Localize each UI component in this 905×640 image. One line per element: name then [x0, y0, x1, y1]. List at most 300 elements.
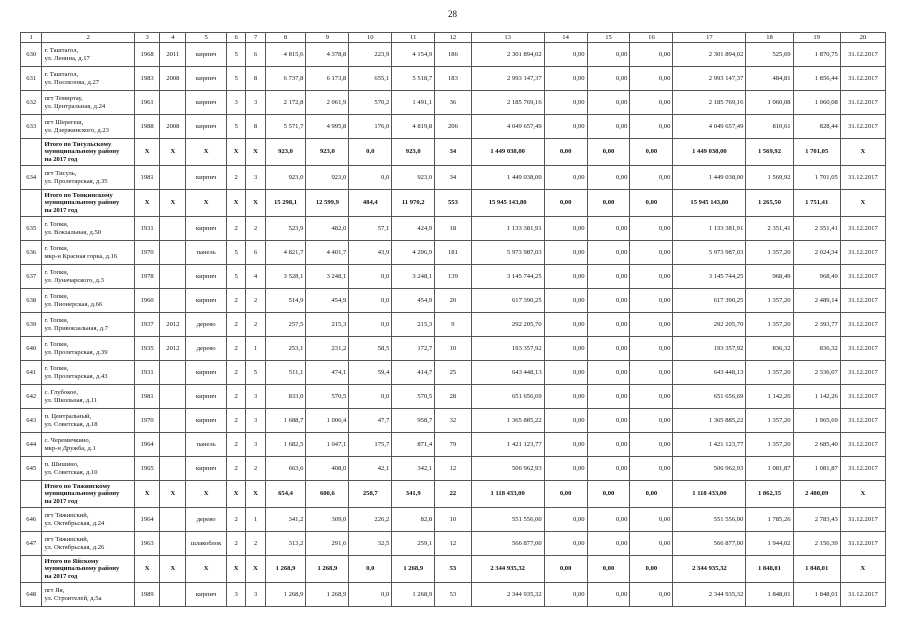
- owners-funds: 4 049 657,49: [673, 115, 746, 139]
- max-unit-cost: 2 783,43: [793, 508, 840, 532]
- max-unit-cost: 1 848,01: [793, 583, 840, 607]
- max-unit-cost: 2 393,77: [793, 313, 840, 337]
- max-unit-cost: 2 024,34: [793, 241, 840, 265]
- address-line: ул. Вокзальная, д.50: [44, 228, 102, 236]
- table-row: [21, 583, 886, 607]
- build-year: 1931: [134, 217, 160, 241]
- unit-cost: 1 060,08: [746, 91, 793, 115]
- address-line: ул. Октябрьская, д.26: [44, 543, 105, 551]
- area-b: 1 268,9: [392, 583, 435, 607]
- address-cell: [42, 91, 134, 115]
- living-area: 923,0: [306, 139, 349, 166]
- overhaul-year: [160, 289, 186, 313]
- overhaul-year: [160, 166, 186, 190]
- fund-federal: 0,00: [544, 385, 587, 409]
- total-cost: 1 449 038,00: [471, 139, 544, 166]
- area-b: 1 491,1: [392, 91, 435, 115]
- address-line: ул. Пионерская, д.66: [44, 300, 103, 308]
- fund-regional: 0,00: [587, 532, 630, 556]
- address-line: пгт Тисуль,: [44, 169, 77, 177]
- residents: 12: [435, 532, 471, 556]
- wall-material: X: [186, 481, 227, 508]
- total-cost: 1 421 123,77: [471, 433, 544, 457]
- area-a: 0,0: [349, 166, 392, 190]
- address-cell: [42, 265, 134, 289]
- entrances: X: [246, 481, 265, 508]
- fund-regional: 0,00: [587, 91, 630, 115]
- total-area: 923,0: [265, 166, 306, 190]
- floors: 2: [227, 289, 246, 313]
- entrances: 2: [246, 532, 265, 556]
- max-unit-cost: 1 965,69: [793, 409, 840, 433]
- fund-local: 0,00: [630, 265, 673, 289]
- area-b: 414,7: [392, 361, 435, 385]
- fund-local: 0,00: [630, 139, 673, 166]
- address-line: г. Топки,: [44, 220, 69, 228]
- table-row: [21, 67, 886, 91]
- fund-local: 0,00: [630, 289, 673, 313]
- entrances: 3: [246, 166, 265, 190]
- area-b: 4 154,9: [392, 43, 435, 67]
- completion-date: X: [840, 139, 885, 166]
- total-cost: 617 390,25: [471, 289, 544, 313]
- owners-funds: 1 449 038,00: [673, 166, 746, 190]
- wall-material: кирпич: [186, 115, 227, 139]
- address-cell: [42, 241, 134, 265]
- address-line: г. Топки,: [44, 316, 69, 324]
- owners-funds: 651 656,69: [673, 385, 746, 409]
- living-area: 570,5: [306, 385, 349, 409]
- completion-date: 31.12.2017: [840, 43, 885, 67]
- area-a: 226,2: [349, 508, 392, 532]
- row-number: 647: [21, 532, 42, 556]
- address-line: Итого по Яйскому: [44, 557, 99, 565]
- area-b: 11 970,2: [392, 190, 435, 217]
- total-cost: 15 945 143,80: [471, 190, 544, 217]
- max-unit-cost: 2 480,09: [793, 481, 840, 508]
- column-header: 10: [349, 33, 392, 43]
- total-cost: 506 962,93: [471, 457, 544, 481]
- entrances: 3: [246, 409, 265, 433]
- entrances: 1: [246, 337, 265, 361]
- table-row: [21, 337, 886, 361]
- build-year: 1937: [134, 313, 160, 337]
- unit-cost: 1 357,20: [746, 313, 793, 337]
- column-header: 18: [746, 33, 793, 43]
- max-unit-cost: 1 856,44: [793, 67, 840, 91]
- fund-regional: 0,00: [587, 67, 630, 91]
- address-line: ул. Строителей, д.5а: [44, 594, 102, 602]
- build-year: 1981: [134, 166, 160, 190]
- table-row: [21, 115, 886, 139]
- owners-funds: 551 556,00: [673, 508, 746, 532]
- floors: 5: [227, 43, 246, 67]
- fund-federal: 0,00: [544, 265, 587, 289]
- total-area: 15 298,1: [265, 190, 306, 217]
- overhaul-year: X: [160, 190, 186, 217]
- fund-local: 0,00: [630, 313, 673, 337]
- address-line: мкр-н Красная горка, д.16: [44, 252, 118, 260]
- fund-regional: 0,00: [587, 43, 630, 67]
- address-line: пгт Шерегеш,: [44, 118, 84, 126]
- fund-regional: 0,00: [587, 361, 630, 385]
- area-b: 4 296,9: [392, 241, 435, 265]
- living-area: 1 047,1: [306, 433, 349, 457]
- max-unit-cost: 2 156,39: [793, 532, 840, 556]
- fund-federal: 0,00: [544, 457, 587, 481]
- total-cost: 2 993 147,37: [471, 67, 544, 91]
- overhaul-year: X: [160, 556, 186, 583]
- completion-date: X: [840, 190, 885, 217]
- living-area: 1 268,9: [306, 583, 349, 607]
- table-row: [21, 409, 886, 433]
- total-area: 1 688,7: [265, 409, 306, 433]
- area-a: 0,0: [349, 313, 392, 337]
- column-header: 19: [793, 33, 840, 43]
- overhaul-year: [160, 91, 186, 115]
- total-row: [21, 481, 886, 508]
- completion-date: 31.12.2017: [840, 508, 885, 532]
- max-unit-cost: 2 489,14: [793, 289, 840, 313]
- address-line: г. Топки,: [44, 292, 69, 300]
- owners-funds: 643 448,13: [673, 361, 746, 385]
- owners-funds: 2 344 935,32: [673, 583, 746, 607]
- fund-regional: 0,00: [587, 385, 630, 409]
- owners-funds: 566 877,00: [673, 532, 746, 556]
- total-cost: 5 973 987,03: [471, 241, 544, 265]
- area-a: 47,7: [349, 409, 392, 433]
- column-header: 7: [246, 33, 265, 43]
- fund-federal: 0,00: [544, 508, 587, 532]
- column-header: 4: [160, 33, 186, 43]
- max-unit-cost: 968,49: [793, 265, 840, 289]
- row-number: 643: [21, 409, 42, 433]
- address-line: ул. Дзержинского, д.23: [44, 126, 109, 134]
- living-area: 923,0: [306, 166, 349, 190]
- row-number: 648: [21, 583, 42, 607]
- overhaul-year: [160, 583, 186, 607]
- address-cell: [42, 289, 134, 313]
- owners-funds: 193 357,92: [673, 337, 746, 361]
- total-cost: 566 877,00: [471, 532, 544, 556]
- area-a: 59,4: [349, 361, 392, 385]
- fund-regional: 0,00: [587, 556, 630, 583]
- total-cost: 1 449 038,00: [471, 166, 544, 190]
- row-number: 635: [21, 217, 42, 241]
- total-cost: 1 118 433,00: [471, 481, 544, 508]
- overhaul-year: 2008: [160, 115, 186, 139]
- address-cell: [42, 556, 134, 583]
- table-row: [21, 43, 886, 67]
- residents: 53: [435, 583, 471, 607]
- owners-funds: 292 205,70: [673, 313, 746, 337]
- unit-cost: 1 357,20: [746, 433, 793, 457]
- total-cost: 292 205,70: [471, 313, 544, 337]
- wall-material: кирпич: [186, 43, 227, 67]
- area-a: 57,1: [349, 217, 392, 241]
- residents: 186: [435, 43, 471, 67]
- total-area: 663,6: [265, 457, 306, 481]
- entrances: X: [246, 139, 265, 166]
- build-year: X: [134, 481, 160, 508]
- floors: X: [227, 481, 246, 508]
- max-unit-cost: 2 685,40: [793, 433, 840, 457]
- build-year: 1983: [134, 67, 160, 91]
- wall-material: кирпич: [186, 166, 227, 190]
- completion-date: 31.12.2017: [840, 241, 885, 265]
- max-unit-cost: 1 848,01: [793, 556, 840, 583]
- overhaul-year: [160, 409, 186, 433]
- unit-cost: 1 265,50: [746, 190, 793, 217]
- area-b: 172,7: [392, 337, 435, 361]
- row-number: [21, 190, 42, 217]
- total-area: 6 737,8: [265, 67, 306, 91]
- unit-cost: 810,61: [746, 115, 793, 139]
- fund-federal: 0,00: [544, 433, 587, 457]
- address-line: ул. Школьная, д.11: [44, 396, 98, 404]
- wall-material: кирпич: [186, 67, 227, 91]
- page-number: 28: [448, 9, 457, 19]
- total-cost: 2 344 935,32: [471, 556, 544, 583]
- table-row: [21, 508, 886, 532]
- total-cost: 2 344 935,32: [471, 583, 544, 607]
- entrances: 3: [246, 91, 265, 115]
- build-year: 1968: [134, 43, 160, 67]
- table-row: [21, 385, 886, 409]
- column-header: 9: [306, 33, 349, 43]
- row-number: 632: [21, 91, 42, 115]
- completion-date: 31.12.2017: [840, 337, 885, 361]
- area-a: 43,9: [349, 241, 392, 265]
- total-area: 5 571,7: [265, 115, 306, 139]
- fund-regional: 0,00: [587, 241, 630, 265]
- living-area: 3 248,1: [306, 265, 349, 289]
- address-line: на 2017 год: [44, 206, 78, 214]
- total-row: [21, 139, 886, 166]
- area-b: 454,9: [392, 289, 435, 313]
- table-row: [21, 457, 886, 481]
- floors: 5: [227, 67, 246, 91]
- fund-regional: 0,00: [587, 166, 630, 190]
- area-a: 0,0: [349, 265, 392, 289]
- wall-material: X: [186, 556, 227, 583]
- address-cell: [42, 337, 134, 361]
- completion-date: 31.12.2017: [840, 361, 885, 385]
- unit-cost: 1 569,92: [746, 139, 793, 166]
- fund-federal: 0,00: [544, 556, 587, 583]
- area-a: 0,0: [349, 556, 392, 583]
- unit-cost: 836,32: [746, 337, 793, 361]
- entrances: 2: [246, 313, 265, 337]
- residents: 12: [435, 457, 471, 481]
- table-row: [21, 433, 886, 457]
- residents: 181: [435, 241, 471, 265]
- floors: 2: [227, 409, 246, 433]
- residents: 139: [435, 265, 471, 289]
- total-cost: 1 133 381,91: [471, 217, 544, 241]
- address-line: г. Топки,: [44, 244, 69, 252]
- total-area: 1 268,9: [265, 583, 306, 607]
- total-area: 1 682,5: [265, 433, 306, 457]
- row-number: 642: [21, 385, 42, 409]
- unit-cost: 1 357,20: [746, 409, 793, 433]
- area-b: 1 268,9: [392, 556, 435, 583]
- total-area: 511,1: [265, 361, 306, 385]
- entrances: 5: [246, 361, 265, 385]
- residents: 25: [435, 361, 471, 385]
- fund-federal: 0,00: [544, 166, 587, 190]
- address-line: на 2017 год: [44, 572, 78, 580]
- overhaul-year: X: [160, 481, 186, 508]
- entrances: X: [246, 190, 265, 217]
- wall-material: дерево: [186, 508, 227, 532]
- area-a: 484,4: [349, 190, 392, 217]
- area-a: 570,2: [349, 91, 392, 115]
- total-area: 523,9: [265, 217, 306, 241]
- max-unit-cost: 1 142,26: [793, 385, 840, 409]
- area-b: 958,7: [392, 409, 435, 433]
- address-line: на 2017 год: [44, 155, 78, 163]
- residents: 9: [435, 313, 471, 337]
- column-header: 13: [471, 33, 544, 43]
- fund-local: 0,00: [630, 43, 673, 67]
- floors: 2: [227, 337, 246, 361]
- living-area: 4 378,8: [306, 43, 349, 67]
- entrances: 2: [246, 457, 265, 481]
- wall-material: кирпич: [186, 361, 227, 385]
- living-area: 6 173,8: [306, 67, 349, 91]
- total-area: 3 528,1: [265, 265, 306, 289]
- total-area: 257,5: [265, 313, 306, 337]
- completion-date: 31.12.2017: [840, 217, 885, 241]
- address-line: Итого по Тяжинскому: [44, 482, 111, 490]
- address-line: муниципальному району: [44, 199, 120, 207]
- owners-funds: 2 993 147,37: [673, 67, 746, 91]
- entrances: 6: [246, 43, 265, 67]
- floors: 2: [227, 433, 246, 457]
- unit-cost: 1 357,20: [746, 361, 793, 385]
- row-number: [21, 139, 42, 166]
- fund-federal: 0,00: [544, 190, 587, 217]
- overhaul-year: [160, 508, 186, 532]
- address-line: ул. Привокзальная, д.7: [44, 324, 109, 332]
- table-row: [21, 91, 886, 115]
- row-number: 638: [21, 289, 42, 313]
- address-cell: [42, 166, 134, 190]
- fund-regional: 0,00: [587, 508, 630, 532]
- column-header: 14: [544, 33, 587, 43]
- area-b: 82,8: [392, 508, 435, 532]
- wall-material: кирпич: [186, 457, 227, 481]
- entrances: 6: [246, 241, 265, 265]
- floors: 2: [227, 217, 246, 241]
- fund-federal: 0,00: [544, 481, 587, 508]
- build-year: 1964: [134, 433, 160, 457]
- address-line: мкр-н Дружба, д.1: [44, 444, 96, 452]
- fund-regional: 0,00: [587, 265, 630, 289]
- total-area: 313,2: [265, 532, 306, 556]
- floors: 5: [227, 265, 246, 289]
- address-line: пгт Тяжинский,: [44, 535, 89, 543]
- area-b: 342,1: [392, 457, 435, 481]
- total-cost: 2 301 894,02: [471, 43, 544, 67]
- overhaul-year: 2012: [160, 337, 186, 361]
- overhaul-year: [160, 433, 186, 457]
- area-a: 58,5: [349, 337, 392, 361]
- wall-material: панель: [186, 241, 227, 265]
- entrances: X: [246, 556, 265, 583]
- build-year: 1964: [134, 508, 160, 532]
- area-b: 871,4: [392, 433, 435, 457]
- entrances: 8: [246, 67, 265, 91]
- residents: 553: [435, 190, 471, 217]
- entrances: 3: [246, 433, 265, 457]
- residents: 36: [435, 91, 471, 115]
- area-a: 0,0: [349, 289, 392, 313]
- living-area: 408,0: [306, 457, 349, 481]
- completion-date: 31.12.2017: [840, 583, 885, 607]
- owners-funds: 1 118 433,00: [673, 481, 746, 508]
- owners-funds: 1 449 038,00: [673, 139, 746, 166]
- unit-cost: 1 848,01: [746, 556, 793, 583]
- total-cost: 551 556,00: [471, 508, 544, 532]
- entrances: 8: [246, 115, 265, 139]
- living-area: 215,3: [306, 313, 349, 337]
- address-line: ул. Пролетарская, д.35: [44, 177, 108, 185]
- wall-material: дерево: [186, 337, 227, 361]
- table-row: [21, 217, 886, 241]
- fund-local: 0,00: [630, 337, 673, 361]
- total-area: 4 821,7: [265, 241, 306, 265]
- area-a: 176,0: [349, 115, 392, 139]
- address-cell: [42, 457, 134, 481]
- completion-date: 31.12.2017: [840, 313, 885, 337]
- overhaul-year: [160, 241, 186, 265]
- residents: 32: [435, 409, 471, 433]
- fund-federal: 0,00: [544, 583, 587, 607]
- floors: 5: [227, 241, 246, 265]
- area-a: 223,9: [349, 43, 392, 67]
- area-a: 42,1: [349, 457, 392, 481]
- floors: 2: [227, 313, 246, 337]
- address-cell: [42, 481, 134, 508]
- fund-local: 0,00: [630, 481, 673, 508]
- column-header: 12: [435, 33, 471, 43]
- table-row: [21, 361, 886, 385]
- floors: 3: [227, 91, 246, 115]
- row-number: 641: [21, 361, 42, 385]
- floors: 3: [227, 583, 246, 607]
- completion-date: 31.12.2017: [840, 166, 885, 190]
- wall-material: дерево: [186, 313, 227, 337]
- owners-funds: 1 421 123,77: [673, 433, 746, 457]
- completion-date: 31.12.2017: [840, 409, 885, 433]
- total-row: [21, 190, 886, 217]
- area-b: 923,0: [392, 166, 435, 190]
- build-year: 1978: [134, 265, 160, 289]
- entrances: 3: [246, 385, 265, 409]
- total-area: 654,4: [265, 481, 306, 508]
- fund-regional: 0,00: [587, 433, 630, 457]
- area-a: 0,0: [349, 139, 392, 166]
- completion-date: 31.12.2017: [840, 67, 885, 91]
- address-line: Итого по Топкинскому: [44, 191, 113, 199]
- overhaul-year: 2008: [160, 67, 186, 91]
- owners-funds: 2 344 935,32: [673, 556, 746, 583]
- table-row: [21, 166, 886, 190]
- area-a: 655,1: [349, 67, 392, 91]
- floors: 2: [227, 361, 246, 385]
